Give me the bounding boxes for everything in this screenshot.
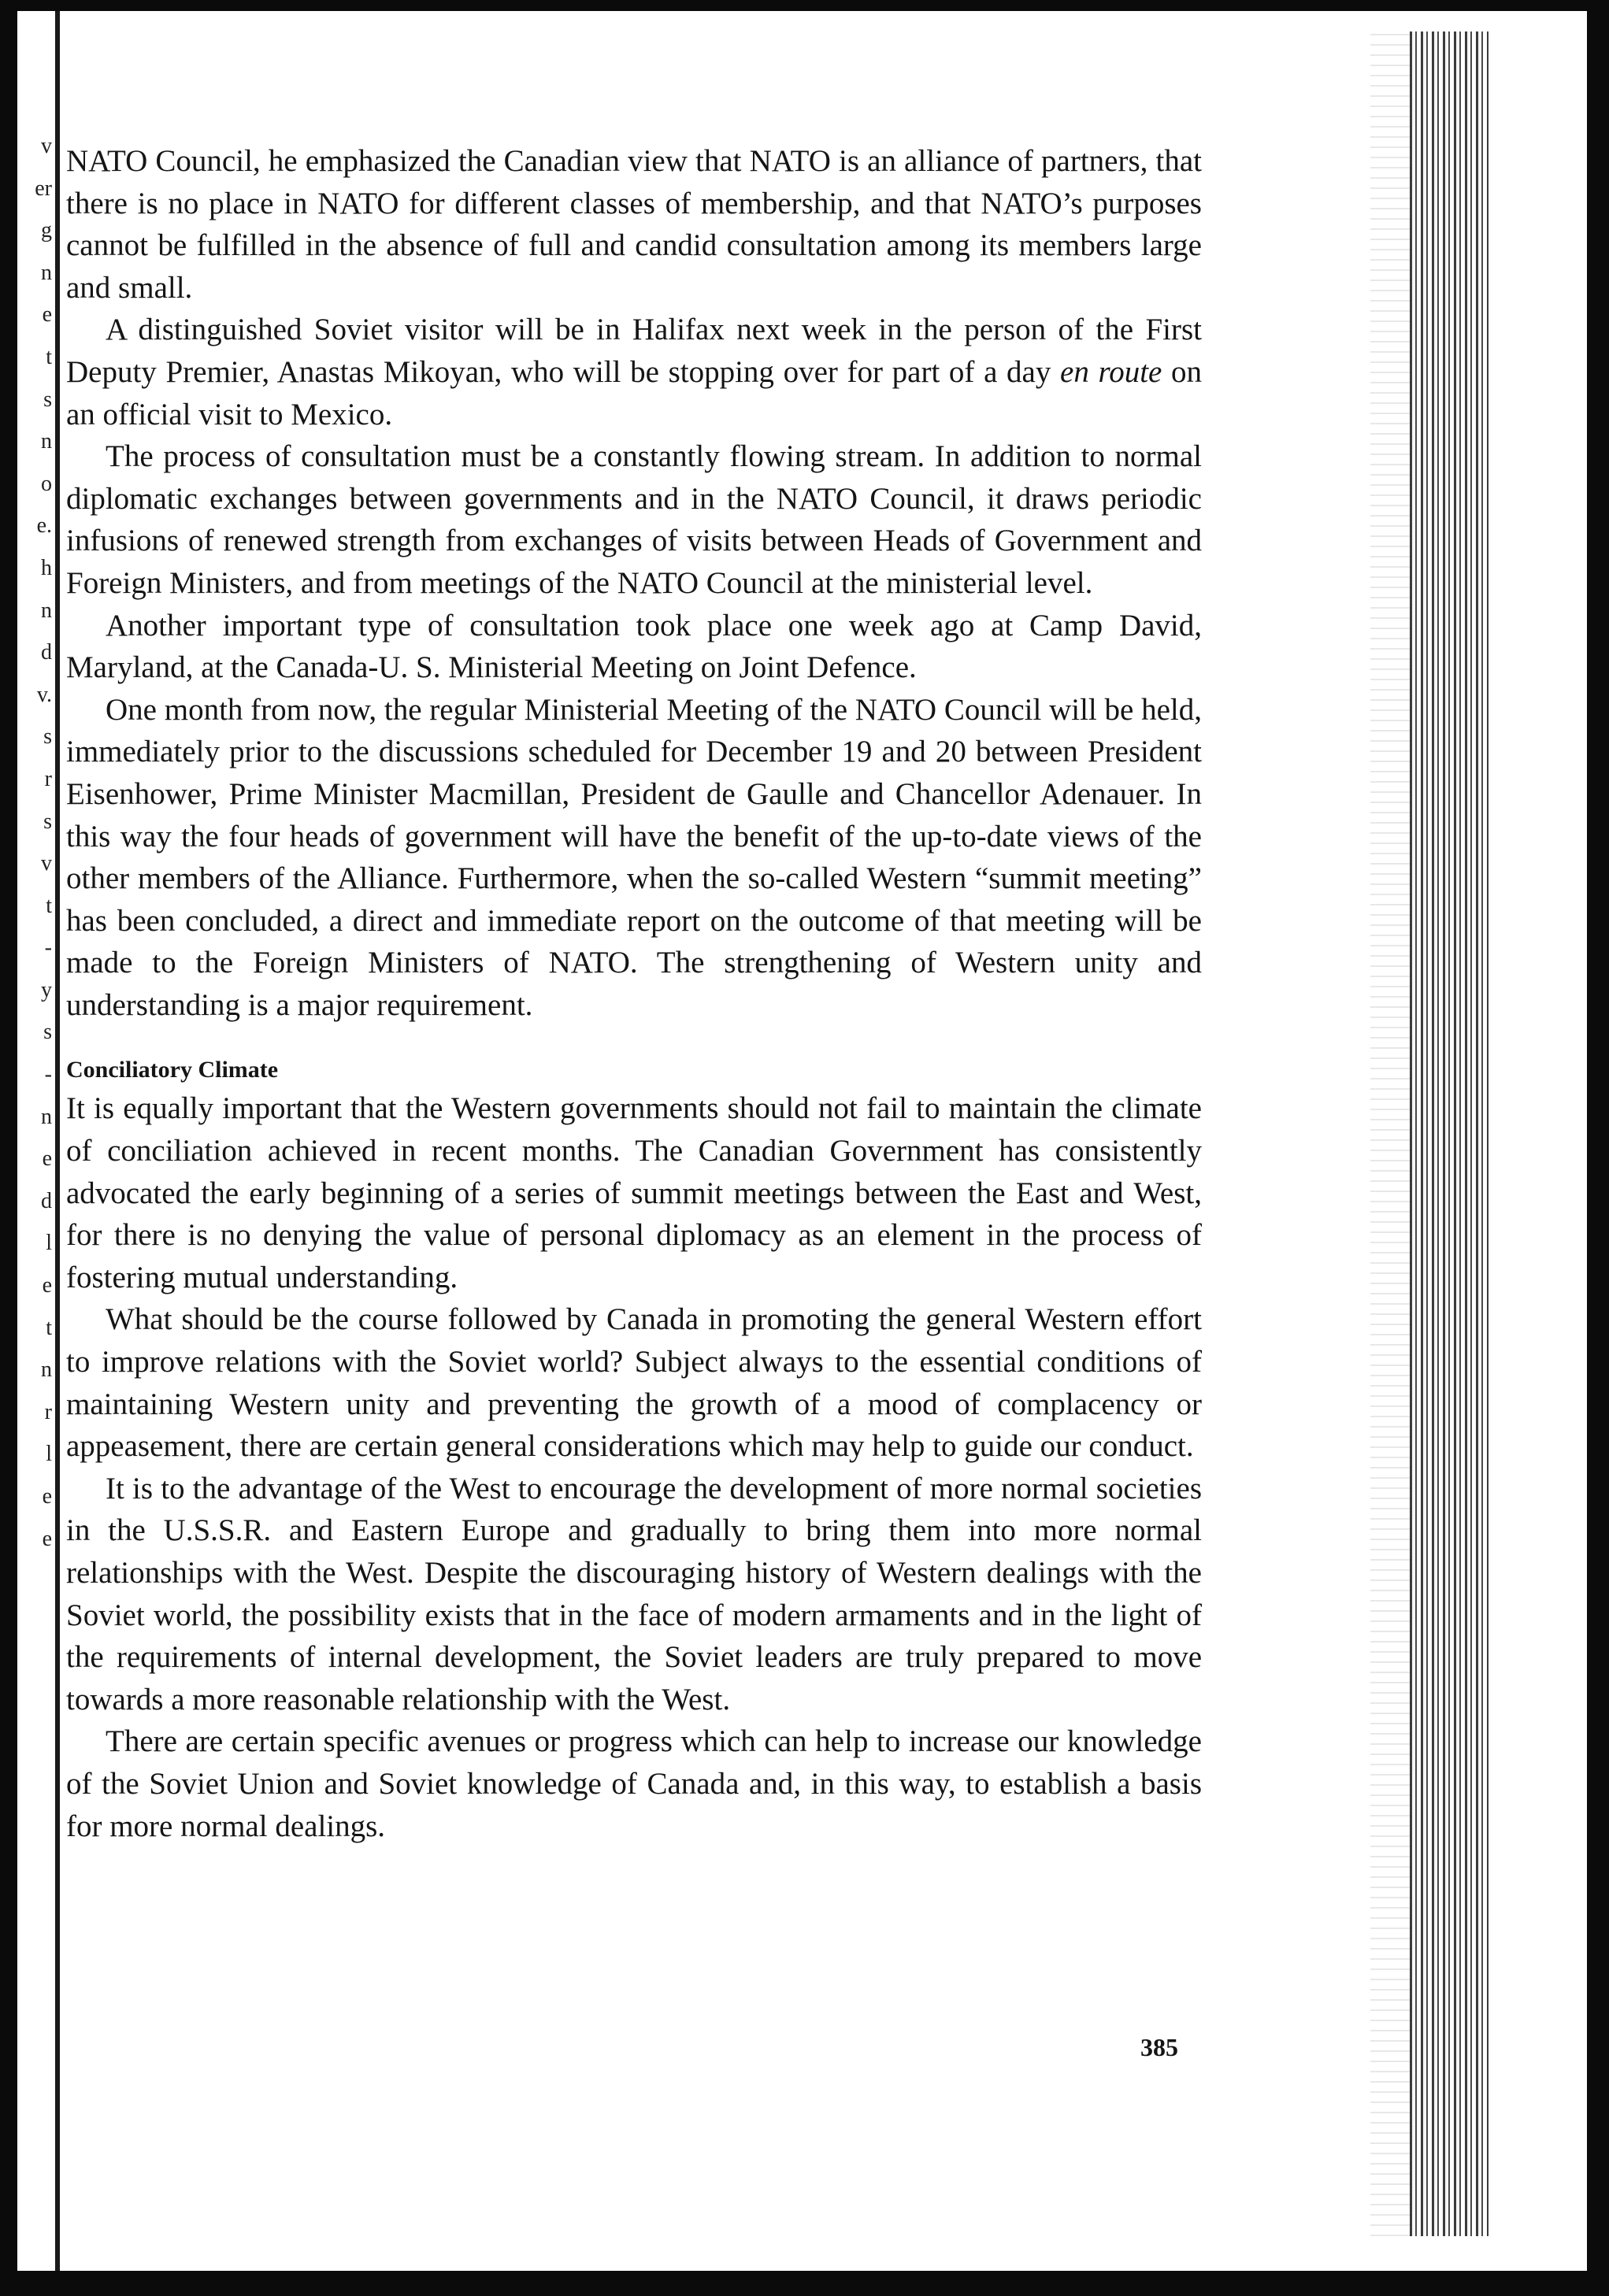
- gutter-rule: [55, 11, 60, 2271]
- fragment: s: [43, 809, 52, 834]
- fragment: d: [41, 640, 52, 665]
- book-spine: [1410, 31, 1489, 2236]
- paragraph: [66, 309, 1202, 435]
- paragraph: The process of consultation must be a constantly flowing stream. In addition to normal diplomatic exchanges between governments and in the NATO Council, it draws periodic infusions of renewed strength from exchanges of visits between Heads of Government and Foreign Ministers, and from meetings of the NATO Council at the ministerial level.: [66, 439, 1202, 600]
- fragment: -: [44, 935, 52, 961]
- scan-speckle: [1370, 31, 1411, 2236]
- fragment: t: [46, 344, 52, 369]
- paragraph: It is to the advantage of the West to encourage the development of more normal societies in the U.S.S.R. and Eastern Europe and gradually to bring them into more normal relationships with the West. Despite the discouraging history of Western dealings with the Soviet world, the possibility exists that in the face of modern armaments and in the light of the requirements of internal development, the Soviet leaders are truly prepared to move towards a more reasonable relationship with the West.: [66, 1471, 1202, 1716]
- fragment: v.: [36, 682, 52, 707]
- page-number: 385: [1140, 2033, 1178, 2061]
- paragraph: There are certain specific avenues or progress which can help to increase our knowledge of the Soviet Union and Soviet knowledge of Canada and, in this way, to establish a basis for more normal dealings.: [66, 1724, 1202, 1843]
- fragment: o: [41, 471, 52, 496]
- fragment: g: [41, 218, 52, 243]
- fragment: l: [46, 1442, 52, 1467]
- fragment: e: [42, 1484, 52, 1509]
- italic-phrase: en route: [1060, 354, 1162, 389]
- section-heading: Conciliatory Climate: [66, 1057, 279, 1083]
- fragment: n: [41, 1357, 52, 1383]
- scan-border-bottom: [0, 2271, 1609, 2296]
- paragraph: Another important type of consultation took place one week ago at Camp David, Maryland, at the Canada-U. S. Ministerial Meeting on Joint Defence.: [66, 608, 1202, 685]
- text-column: [66, 140, 1202, 1847]
- fragment: y: [41, 977, 52, 1002]
- fragment: n: [41, 598, 52, 623]
- fragment: r: [44, 1399, 52, 1424]
- fragment: e: [42, 1273, 52, 1298]
- fragment: l: [46, 1231, 52, 1256]
- fragment: h: [41, 555, 52, 580]
- fragment: n: [41, 260, 52, 285]
- fragment: -: [44, 1062, 52, 1087]
- fragment: n: [41, 1104, 52, 1129]
- fragment: s: [43, 724, 52, 750]
- fragment: t: [46, 893, 52, 918]
- fragment: e: [42, 1526, 52, 1551]
- fragment: t: [46, 1315, 52, 1340]
- fragment: r: [44, 766, 52, 791]
- paragraph: What should be the course followed by Canada in promoting the general Western effort to improve relations with the Soviet world? Subject always to the essential conditions of maintaining Western unity and preventing the growth of a mood of complacency or appeasement, there are certain general considerations which may help to guide our conduct.: [66, 1302, 1202, 1464]
- paragraph: One month from now, the regular Ministerial Meeting of the NATO Council will be held, immediately prior to the discussions scheduled for December 19 and 20 between President Eisenhower, Prime Minister Macmillan, President de Gaulle and Chancellor Adenauer. In this way the four heads of government will have the benefit of the up-to-date views of the other members of the Alliance. Furthermore, when the so-called Western “summit meeting” has been concluded, a direct and immediate report on the outcome of that meeting will be made to the Foreign Ministers of NATO. The strengthening of Western unity and understanding is a major requirement.: [66, 692, 1202, 1022]
- fragment: v: [41, 134, 52, 158]
- fragment: n: [41, 429, 52, 454]
- paragraph-text: A distinguished Soviet visitor will be in Halifax next week in the person of the First Deputy Premier, Anastas Mikoyan, who will be stopping over for part of a day: [66, 313, 1202, 389]
- previous-page-fragments: [0, 126, 52, 1561]
- fragment: v: [41, 851, 52, 876]
- fragment: s: [43, 1020, 52, 1045]
- scan-border-right: [1587, 0, 1609, 2296]
- fragment: e.: [36, 513, 52, 539]
- fragment: e: [42, 302, 52, 328]
- scan-border-top: [0, 0, 1609, 11]
- paragraph: It is equally important that the Western governments should not fail to maintain the climate of conciliation achieved in recent months. The Canadian Government has consistently advocated the early beginning of a series of summit meetings between the East and West, for there is no denying the value of personal diplomacy as an element in the process of fostering mutual understanding.: [66, 1091, 1202, 1294]
- fragment: s: [43, 387, 52, 412]
- fragment: er: [35, 176, 52, 201]
- fragment: e: [42, 1146, 52, 1172]
- paragraph-text: on an official visit to Mexico.: [66, 354, 1203, 431]
- fragment: d: [41, 1188, 52, 1213]
- paragraph: NATO Council, he emphasized the Canadian view that NATO is an alliance of partners, that there is no place in NATO for different classes of membership, and that NATO’s purposes cannot be fulfilled in the absence of full and candid consultation among its members large and small.: [66, 144, 1202, 305]
